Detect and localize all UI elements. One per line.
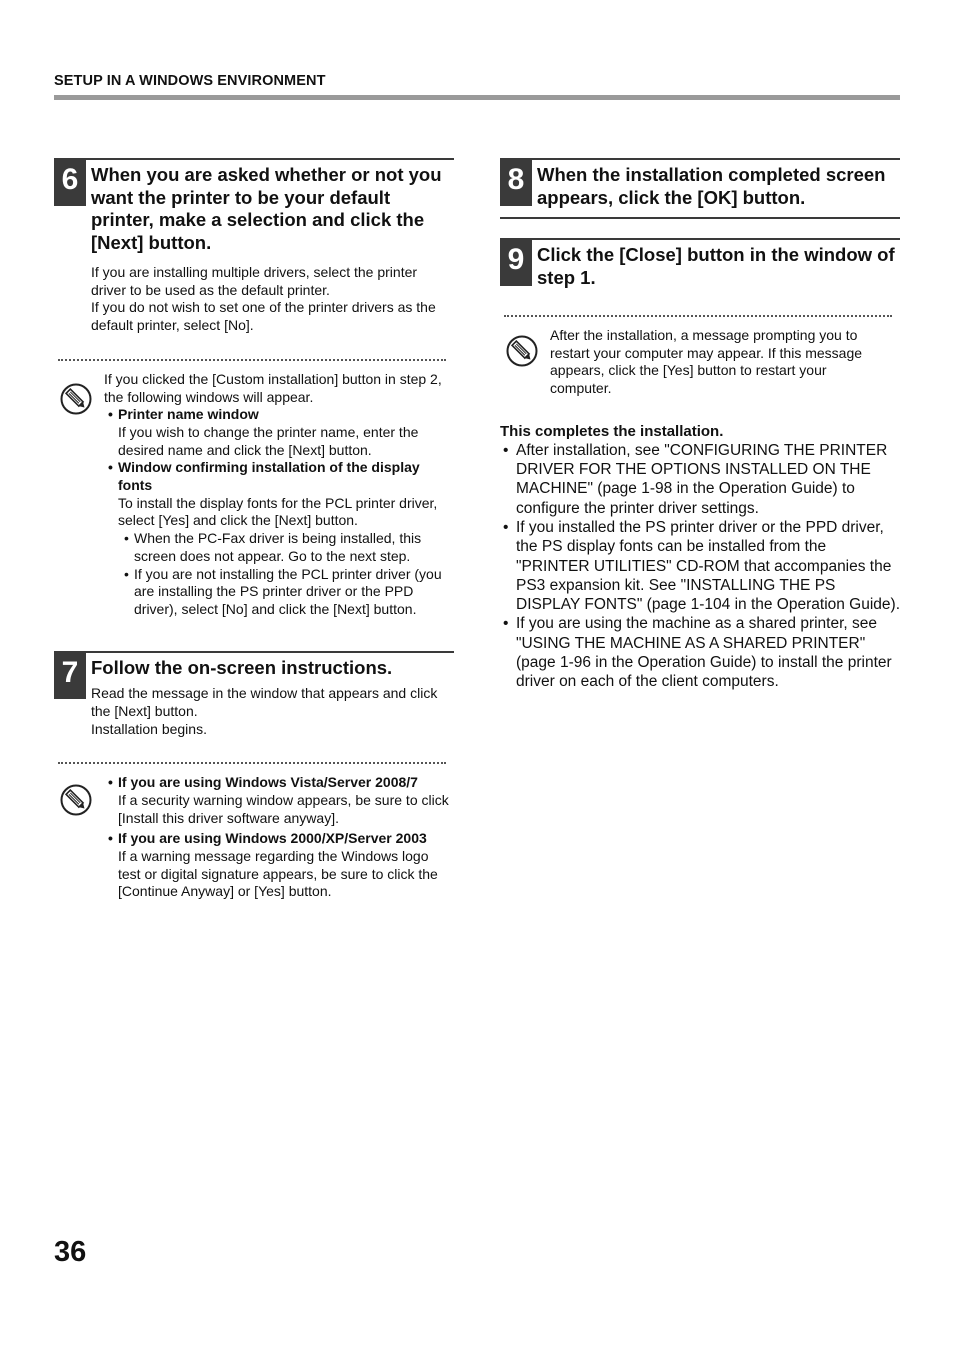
step-number-8: 8 (500, 160, 532, 206)
list-item-label: Window confirming installation of the display fonts (118, 459, 420, 494)
bullet: • (108, 406, 113, 423)
step-7-body-paragraph: Installation begins. (91, 720, 207, 737)
completion-list (500, 441, 900, 692)
list-item-text: If you installed the PS printer driver or the PPD driver, the PS display fonts can be installed from the "PRINTER UTILITIES" CD-ROM that accompanies the PS3 expansion kit. See "INSTALLING THE PS DISPLAY FONTS" (page 1-104 in the Operation Guide). (516, 519, 901, 614)
list-item (108, 459, 454, 530)
sub-list-item-text: When the PC-Fax driver is being installed, this screen does not appear. Go to the next step. (134, 530, 422, 564)
step-7 (54, 651, 454, 739)
list-item (500, 441, 900, 518)
bullet: • (503, 519, 509, 536)
step-number-6: 6 (54, 160, 86, 206)
note-step-6 (54, 371, 454, 619)
right-column (500, 158, 900, 692)
list-item-text: If a security warning window appears, be sure to click [Install this driver software anyway]. (118, 791, 449, 826)
step-6 (54, 158, 454, 335)
list-item (108, 830, 454, 901)
list-item (108, 774, 454, 827)
bullet: • (108, 830, 113, 847)
note-step-7 (54, 774, 454, 901)
bullet: • (108, 459, 113, 476)
note-intro: If you clicked the [Custom installation] button in step 2, the following windows will appear. (104, 370, 442, 405)
pencil-note-icon (506, 335, 538, 367)
step-6-body-paragraph: If you are installing multiple drivers, select the printer driver to be used as the default printer. (91, 264, 418, 298)
step-6-body-paragraph: If you do not wish to set one of the printer drivers as the default printer, select [No]. (91, 299, 436, 334)
list-item-label: Printer name window (118, 406, 259, 423)
list-item-text: To install the display fonts for the PCL printer driver, select [Yes] and click the [Next] button. (118, 494, 438, 529)
step-9 (500, 238, 900, 289)
left-column (54, 158, 454, 901)
step-number-7: 7 (54, 653, 86, 699)
bullet: • (503, 441, 509, 459)
step-7-title: Follow the on-screen instructions. (91, 656, 393, 678)
pencil-note-icon (60, 383, 92, 415)
dotted-separator (504, 315, 892, 317)
sub-list-item (124, 530, 454, 565)
header-rule (54, 95, 900, 100)
list-item (108, 406, 454, 459)
step-7-body-paragraph: Read the message in the window that appears and click the [Next] button. (91, 685, 438, 719)
note-step-7-text (104, 774, 454, 901)
sub-list-item-text: If you are not installing the PCL printer driver (you are installing the PS printer driver or the PPD driver), select [No] and click the [Next] button. (134, 565, 442, 617)
pencil-note-icon (60, 784, 92, 816)
dotted-separator (58, 762, 446, 764)
bullet: • (124, 530, 129, 547)
step-9-title: Click the [Close] button in the window of step 1. (537, 244, 895, 288)
section-header-title: SETUP IN A WINDOWS ENVIRONMENT (54, 73, 326, 89)
note-step-9 (500, 327, 900, 398)
note-step-6-text (104, 371, 454, 619)
note-step-9-text: After the installation, a message prompting you to restart your computer may appear. If this message appears, click the [Yes] button to restart your computer. (550, 327, 863, 397)
step-number-9: 9 (500, 240, 532, 286)
list-item-label: If you are using Windows 2000/XP/Server 2003 (118, 830, 427, 847)
step-8-title: When the installation completed screen appears, click the [OK] button. (537, 164, 886, 208)
step-6-title: When you are asked whether or not you want the printer to be your default printer, make a selection and click the [Next] button. (91, 164, 442, 253)
list-item-label: If you are using Windows Vista/Server 2008/7 (118, 774, 418, 791)
bullet: • (108, 774, 113, 791)
step-6-body (91, 264, 454, 335)
list-item (500, 518, 900, 614)
list-item (500, 614, 900, 691)
list-item-text: If you wish to change the printer name, enter the desired name and click the [Next] button. (118, 423, 419, 458)
step-8 (500, 158, 900, 219)
list-item-text: After installation, see "CONFIGURING THE PRINTER DRIVER FOR THE OPTIONS INSTALLED ON THE MACHINE" (page 1-98 in the Operation Guide) to configure the printer driver settings. (516, 441, 888, 517)
list-item-text: If you are using the machine as a shared printer, see "USING THE MACHINE AS A SHARED PRINTER" (page 1-96 in the Operation Guide) to install the printer driver on each of the client computers. (516, 615, 892, 691)
completion-section (500, 422, 900, 692)
completion-title: This completes the installation. (500, 422, 724, 440)
page-number: 36 (54, 1236, 87, 1268)
bullet: • (503, 615, 509, 633)
sub-list-item (124, 566, 454, 619)
step-7-body (91, 685, 454, 738)
bullet: • (124, 565, 129, 582)
list-item-text: If a warning message regarding the Windows logo test or digital signature appears, be sure to click the [Continue Anyway] or [Yes] button. (118, 848, 438, 900)
dotted-separator (58, 359, 446, 361)
